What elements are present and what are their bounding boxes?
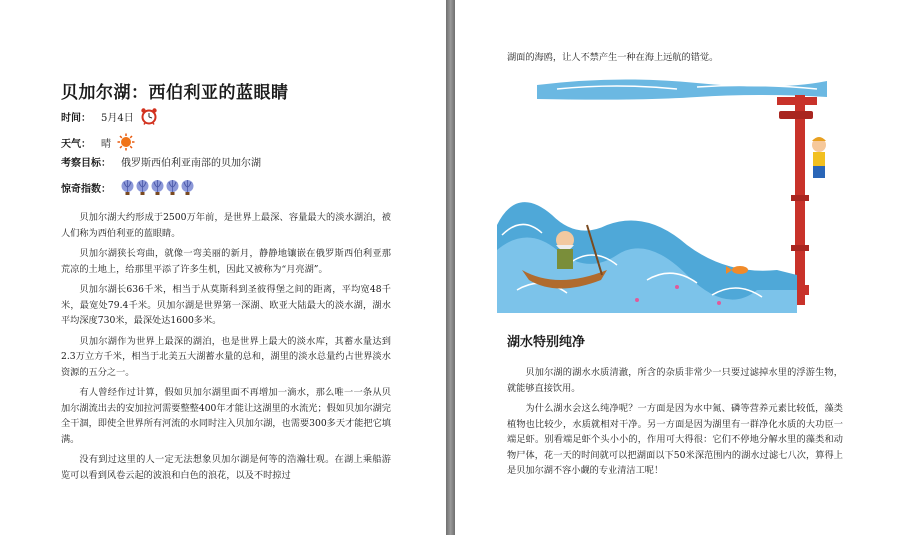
continued-paragraph: 湖面的海鸥，让人不禁产生一种在海上远航的错觉。 [507,52,719,63]
weather-row [61,133,135,156]
time-label: 时间： [61,112,91,124]
paragraph: 没有到过这里的人一定无法想象贝加尔湖是何等的浩瀚壮观。在湖上乘船游览可以看到风卷云起的波浪和白色的浪花，以及不时掠过 [61,454,391,481]
rating-label: 惊奇指数： [61,184,111,195]
left-body-text [61,210,391,488]
hot-air-balloon-icon [151,180,164,200]
time-row [61,107,158,130]
continued-text-block [507,50,847,65]
boy-figure [812,137,826,178]
paragraph: 为什么湖水会这么纯净呢？一方面是因为水中氮、磷等营养元素比较低，藻类植物也比较少，水质就相对干净。另一方面是因为湖里有一群净化水质的大功臣一端足虾。别看端足虾个头小小的，作用可大得很：它们不停地分解水里的藻类和动物尸体，花一天的时间就可以把湖面以下50米深范围内的湖水过滤七八次，算得上是贝加尔湖不容小觑的专业清洁工呢！ [507,403,843,476]
right-page [455,0,900,535]
lake-illustration [497,75,843,313]
paragraph: 贝加尔湖的湖水水质清澈，所含的杂质非常少一只要过滤掉水里的浮游生物，就能够直接饮用。 [507,367,843,394]
page-gutter [446,0,455,535]
rating-row [61,180,196,200]
target-row [61,157,267,171]
weather-value: 晴 [101,138,111,150]
hot-air-balloon-icon [121,180,134,200]
page-title: 贝加尔湖：西伯利亚的蓝眼睛 [61,83,289,103]
paragraph: 有人曾经作过计算，假如贝加尔湖里面不再增加一滴水，那么唯一一条从贝加尔湖流出去的安加拉河需要整整400年才能让这湖里的水流光；假如贝加尔湖完全干涸，即使全世界所有河流的水同时注入贝加尔湖，也需要300多天才能把它填满。 [61,387,391,445]
target-value: 俄罗斯西伯利亚南部的贝加尔湖 [121,158,261,169]
hot-air-balloon-icon [166,180,179,200]
hot-air-balloon-icon [136,180,149,200]
sun-icon [117,133,135,156]
left-page [0,0,446,535]
rating-balloons [121,180,196,200]
paragraph: 贝加尔湖狭长弯曲，就像一弯美丽的新月，静静地镶嵌在俄罗斯西伯利亚那荒凉的土地上，给那里平添了许多生机，因此又被称为“月亮湖”。 [61,248,391,275]
paragraph: 贝加尔湖长636千米，相当于从莫斯科到圣彼得堡之间的距离，平均宽48千米，最宽处79.4千米。贝加尔湖是世界第一深湖、欧亚大陆最大的淡水湖，湖水平均深度730米，最深处达1600多米。 [61,284,391,326]
right-body-text [507,365,843,484]
paragraph: 贝加尔湖大约形成于2500万年前，是世界上最深、容量最大的淡水湖泊，被人们称为西伯利亚的蓝眼睛。 [61,212,391,239]
alarm-clock-icon [140,107,158,130]
section-heading: 湖水特别纯净 [507,335,586,350]
time-value: 5月4日 [101,112,134,124]
hot-air-balloon-icon [181,180,194,200]
target-label: 考察目标： [61,158,111,169]
paragraph: 贝加尔湖作为世界上最深的湖泊，也是世界上最大的淡水库，其蓄水量达到2.3万立方千米，相当于北美五大湖蓄水量的总和，湖里的淡水总量约占世界淡水资源的五分之一。 [61,335,391,378]
weather-label: 天气： [61,138,91,150]
